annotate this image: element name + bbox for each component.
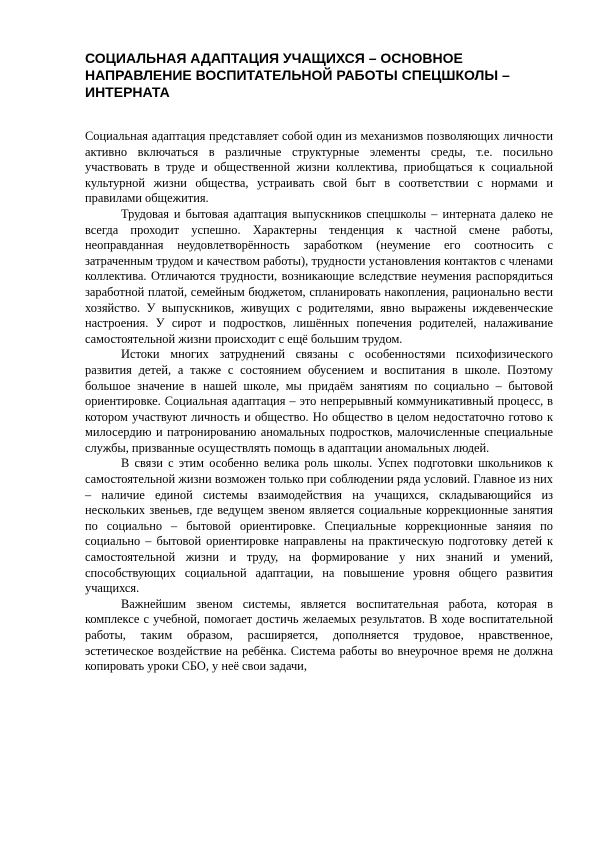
- paragraph-2: Трудовая и бытовая адаптация выпускников спецшколы – интерната далеко не всегда проходит успешно. Характерны тенденция к частной смене работы, неоправданная неудовлетворённость заработком (неумение его соотносить с затраченным трудом и качеством работы), трудности установления контактов с членами коллектива. Отличаются трудности, возникающие вследствие неумения распорядиться заработной платой, семейным бюджетом, спланировать накопления, рационально вести хозяйство. У выпускников, живущих с родителями, явно выражены иждевенческие настроения. У сирот и подростков, лишённых попечения родителей, налаживание самостоятельной жизни происходит с ещё большим трудом.: [85, 206, 553, 346]
- paragraph-3: Истоки многих затруднений связаны с особенностями психофизического развития детей, а также с состоянием обусением и воспитания в школе. Поэтому большое значение в нашей школе, мы придаём занятиям по социально – бытовой ориентировке. Социальная адаптация – это непрерывный коммуникативный процесс, в котором участвуют личность и общество. Но общество в целом недостаточно готово к милосердию и патронированию аномальных подростков, малочисленные специальные службы, призванные осуществлять помощь в адаптации аномальных людей.: [85, 347, 553, 455]
- paragraph-5: Важнейшим звеном системы, является воспитательная работа, которая в комплексе с учебной, помогает достичь желаемых результатов. В ходе воспитательной работы, таким образом, расширяется, дополняется трудовое, нравственное, эстетическое воздействие на ребёнка. Система работы во внеурочное время не должна копировать уроки СБО, у неё свои задачи,: [85, 596, 553, 674]
- document-title: СОЦИАЛЬНАЯ АДАПТАЦИЯ УЧАЩИХСЯ – ОСНОВНОЕ НАПРАВЛЕНИЕ ВОСПИТАТЕЛЬНОЙ РАБОТЫ СПЕЦШКОЛЫ – ИНТЕРНАТА: [85, 50, 510, 100]
- paragraph-4: В связи с этим особенно велика роль школы. Успех подготовки школьников к самостоятельной жизни возможен только при соблюдении ряда условий. Главное из них – наличие единой системы взаимодействия на учащихся, складывающийся из нескольких звеньев, где ведущем звеном является социальные коррекционные занятия по социально – бытовой ориентировке. Специальные коррекционные заняия по социально – бытовой ориентировке направлены на практическую подготовку детей к самостоятельной жизни и труду, на формирование у них знаний и умений, способствующих социальной адаптации, на повышение уровня общего развития учащихся.: [85, 456, 553, 596]
- document-body: [85, 129, 553, 675]
- paragraph-1: Социальная адаптация представляет собой один из механизмов позволяющих личности активно включаться в различные структурные элементы среды, т.е. посильно участвовать в труде и общественной жизни коллектива, приобщаться к социальной культурной жизни общества, устраивать свой быт в соответствии с нормами и правилами общежития.: [85, 129, 553, 206]
- document-page: [85, 50, 553, 675]
